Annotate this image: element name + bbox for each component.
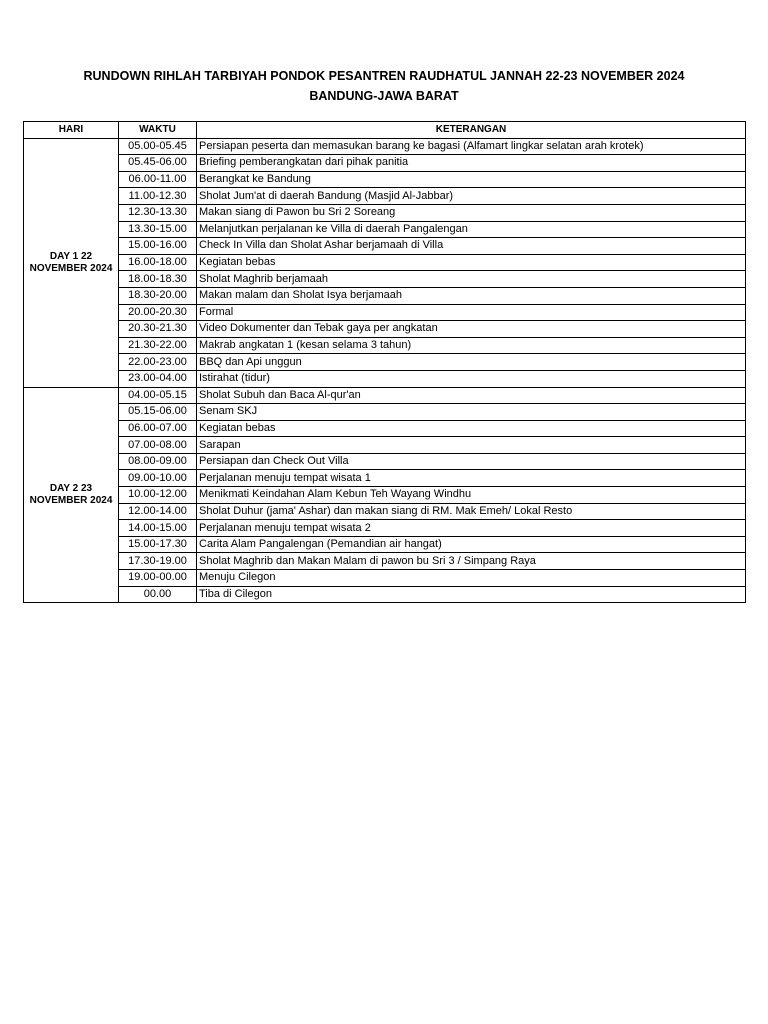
time-cell: 05.00-05.45 [119,138,197,155]
header-hari: HARI [24,122,119,139]
description-cell: Menuju Cilegon [197,570,746,587]
header-keterangan: KETERANGAN [197,122,746,139]
time-cell: 11.00-12.30 [119,188,197,205]
table-row [24,188,746,205]
time-cell: 15.00-16.00 [119,238,197,255]
table-row [24,437,746,454]
time-cell: 10.00-12.00 [119,487,197,504]
table-row [24,553,746,570]
description-cell: Sholat Maghrib berjamaah [197,271,746,288]
table-row [24,254,746,271]
table-row [24,321,746,338]
time-cell: 18.30-20.00 [119,287,197,304]
time-cell: 05.15-06.00 [119,404,197,421]
table-row [24,503,746,520]
time-cell: 16.00-18.00 [119,254,197,271]
table-row [24,453,746,470]
time-cell: 14.00-15.00 [119,520,197,537]
table-row [24,155,746,172]
time-cell: 21.30-22.00 [119,337,197,354]
day-label: DAY 2 23 NOVEMBER 2024 [24,387,119,603]
description-cell: Sarapan [197,437,746,454]
table-row [24,520,746,537]
description-cell: Berangkat ke Bandung [197,171,746,188]
description-cell: Makrab angkatan 1 (kesan selama 3 tahun) [197,337,746,354]
title-line-2: BANDUNG-JAWA BARAT [309,89,459,103]
time-cell: 20.30-21.30 [119,321,197,338]
description-cell: Briefing pemberangkatan dari pihak panitia [197,155,746,172]
time-cell: 12.00-14.00 [119,503,197,520]
time-cell: 18.00-18.30 [119,271,197,288]
description-cell: Persiapan dan Check Out Villa [197,453,746,470]
description-cell: Senam SKJ [197,404,746,421]
description-cell: Carita Alam Pangalengan (Pemandian air hangat) [197,536,746,553]
description-cell: Kegiatan bebas [197,254,746,271]
time-cell: 22.00-23.00 [119,354,197,371]
description-cell: Melanjutkan perjalanan ke Villa di daerah Pangalengan [197,221,746,238]
table-row [24,138,746,155]
title-line-1: RUNDOWN RIHLAH TARBIYAH PONDOK PESANTREN RAUDHATUL JANNAH 22-23 NOVEMBER 2024 [83,69,685,83]
description-cell: BBQ dan Api unggun [197,354,746,371]
table-row [24,271,746,288]
description-cell: Sholat Jum'at di daerah Bandung (Masjid Al-Jabbar) [197,188,746,205]
rundown-table [23,121,746,603]
description-cell: Kegiatan bebas [197,420,746,437]
description-cell: Check In Villa dan Sholat Ashar berjamaah di Villa [197,238,746,255]
time-cell: 17.30-19.00 [119,553,197,570]
time-cell: 08.00-09.00 [119,453,197,470]
description-cell: Makan siang di Pawon bu Sri 2 Soreang [197,204,746,221]
time-cell: 13.30-15.00 [119,221,197,238]
time-cell: 00.00 [119,586,197,603]
table-row [24,404,746,421]
table-body [24,138,746,603]
table-row [24,370,746,387]
description-cell: Sholat Duhur (jama' Ashar) dan makan siang di RM. Mak Emeh/ Lokal Resto [197,503,746,520]
table-row [24,337,746,354]
description-cell: Istirahat (tidur) [197,370,746,387]
table-row [24,387,746,404]
time-cell: 06.00-11.00 [119,171,197,188]
description-cell: Video Dokumenter dan Tebak gaya per angkatan [197,321,746,338]
time-cell: 23.00-04.00 [119,370,197,387]
time-cell: 05.45-06.00 [119,155,197,172]
time-cell: 15.00-17.30 [119,536,197,553]
header-waktu: WAKTU [119,122,197,139]
table-row [24,171,746,188]
description-cell: Makan malam dan Sholat Isya berjamaah [197,287,746,304]
table-header-row [24,122,746,139]
table-row [24,304,746,321]
description-cell: Perjalanan menuju tempat wisata 2 [197,520,746,537]
document-title [0,66,768,106]
time-cell: 07.00-08.00 [119,437,197,454]
description-cell: Formal [197,304,746,321]
time-cell: 19.00-00.00 [119,570,197,587]
table-row [24,238,746,255]
time-cell: 09.00-10.00 [119,470,197,487]
table-row [24,536,746,553]
table-row [24,420,746,437]
description-cell: Persiapan peserta dan memasukan barang ke bagasi (Alfamart lingkar selatan arah krotek) [197,138,746,155]
time-cell: 12.30-13.30 [119,204,197,221]
description-cell: Perjalanan menuju tempat wisata 1 [197,470,746,487]
table-row [24,487,746,504]
table-row [24,354,746,371]
table-row [24,586,746,603]
description-cell: Tiba di Cilegon [197,586,746,603]
description-cell: Sholat Subuh dan Baca Al-qur'an [197,387,746,404]
time-cell: 06.00-07.00 [119,420,197,437]
table-row [24,221,746,238]
description-cell: Sholat Maghrib dan Makan Malam di pawon bu Sri 3 / Simpang Raya [197,553,746,570]
day-label: DAY 1 22 NOVEMBER 2024 [24,138,119,387]
table-row [24,470,746,487]
time-cell: 20.00-20.30 [119,304,197,321]
description-cell: Menikmati Keindahan Alam Kebun Teh Wayang Windhu [197,487,746,504]
table-row [24,204,746,221]
table-row [24,570,746,587]
table-row [24,287,746,304]
time-cell: 04.00-05.15 [119,387,197,404]
